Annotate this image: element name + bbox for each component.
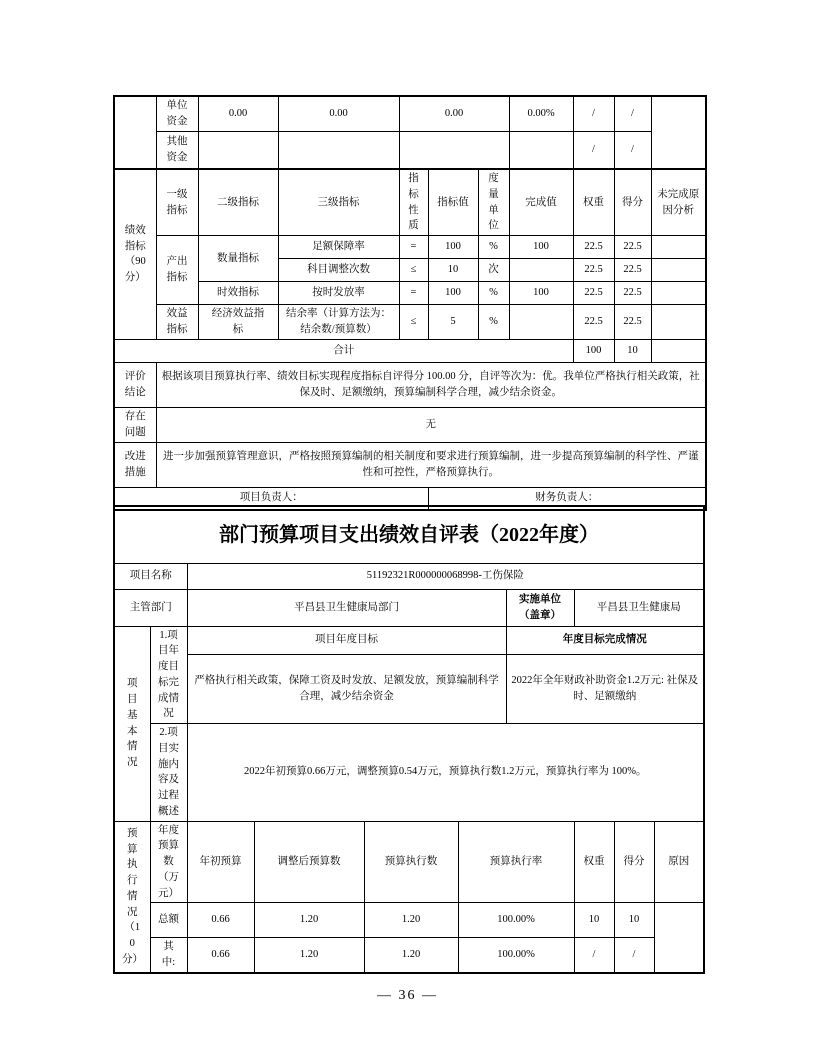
title-row xyxy=(114,506,704,563)
indicator-completion xyxy=(509,305,573,340)
indicator-score: 22.5 xyxy=(614,236,651,259)
budget-breakdown-initial: 0.66 xyxy=(187,938,254,973)
annual-goal-section-label: 1.项目年度目标完成情况 xyxy=(150,626,187,724)
total-row xyxy=(114,339,706,362)
other-funds-score: / xyxy=(614,131,651,169)
header-score: 得分 xyxy=(614,169,651,236)
budget-total-weight: 10 xyxy=(574,903,614,938)
unit-funds-rate: 0.00% xyxy=(509,96,573,131)
header-nature: 指标性质 xyxy=(399,169,428,236)
conclusion-row xyxy=(114,362,706,407)
funding-section-spacer-cell xyxy=(114,96,156,169)
indicator-nature: = xyxy=(399,236,428,259)
indicator-completion: 100 xyxy=(509,236,573,259)
indicator-weight: 22.5 xyxy=(573,259,614,282)
unit-funds-value-3: 0.00 xyxy=(399,96,509,131)
budget-header-row xyxy=(114,821,704,903)
indicator-row xyxy=(114,305,706,340)
indicator-value: 100 xyxy=(428,282,478,305)
header-completion: 完成值 xyxy=(509,169,573,236)
other-funds-row xyxy=(114,131,706,169)
header-value: 指标值 xyxy=(428,169,478,236)
indicator-name: 按时发放率 xyxy=(278,282,399,305)
indicator-name: 足额保障率 xyxy=(278,236,399,259)
budget-breakdown-row xyxy=(114,938,704,973)
finance-signer-label: 财务负责人： xyxy=(428,487,706,510)
adjusted-budget-header: 调整后预算数 xyxy=(254,821,364,903)
project-name-row xyxy=(114,563,704,589)
indicator-row xyxy=(114,282,706,305)
budget-reason-cell xyxy=(654,903,704,973)
unit-funds-value-1: 0.00 xyxy=(198,96,278,131)
other-funds-value-3 xyxy=(399,131,509,169)
total-score: 10 xyxy=(614,339,651,362)
page-number: — 36 — xyxy=(377,988,438,1003)
executed-budget-header: 预算执行数 xyxy=(364,821,458,903)
conclusion-label: 评价结论 xyxy=(114,362,156,407)
budget-group-header: 年度预算数（万元） xyxy=(150,821,187,903)
indicator-value: 100 xyxy=(428,236,478,259)
budget-breakdown-adjusted: 1.20 xyxy=(254,938,364,973)
total-label: 合计 xyxy=(114,339,573,362)
budget-total-initial: 0.66 xyxy=(187,903,254,938)
budget-breakdown-score: / xyxy=(614,938,654,973)
budget-total-score: 10 xyxy=(614,903,654,938)
indicator-nature: = xyxy=(399,282,428,305)
indicator-header-row xyxy=(114,169,706,236)
indicator-nature: ≤ xyxy=(399,259,428,282)
indicator-name: 结余率（计算方法为：结余数/预算数） xyxy=(278,305,399,340)
other-funds-weight: / xyxy=(573,131,614,169)
project-name-label: 项目名称 xyxy=(114,563,187,589)
unit-funds-value-2: 0.00 xyxy=(278,96,399,131)
indicator-completion: 100 xyxy=(509,282,573,305)
budget-total-executed: 1.20 xyxy=(364,903,458,938)
other-funds-value-2 xyxy=(278,131,399,169)
problems-row xyxy=(114,407,706,442)
budget-total-rate: 100.00% xyxy=(458,903,574,938)
header-weight: 权重 xyxy=(573,169,614,236)
annual-goal-header-row xyxy=(114,626,704,654)
problems-text: 无 xyxy=(156,407,706,442)
budget-total-label: 总额 xyxy=(150,903,187,938)
indicator-unit: 次 xyxy=(478,259,509,282)
benefit-indicator-label: 效益指标 xyxy=(156,305,198,340)
header-reason: 未完成原因分析 xyxy=(651,169,706,236)
problems-label: 存在问题 xyxy=(114,407,156,442)
header-level3: 三级指标 xyxy=(278,169,399,236)
department-row xyxy=(114,589,704,626)
department-label: 主管部门 xyxy=(114,589,187,626)
indicator-reason xyxy=(651,305,706,340)
improvements-row xyxy=(114,442,706,487)
other-funds-value-1 xyxy=(198,131,278,169)
performance-section-label: 绩效指标（90分） xyxy=(114,169,156,339)
economic-benefit-label: 经济效益指标 xyxy=(198,305,278,340)
unit-funds-label: 单位资金 xyxy=(156,96,198,131)
indicator-value: 10 xyxy=(428,259,478,282)
performance-indicator-table xyxy=(113,95,707,511)
budget-total-adjusted: 1.20 xyxy=(254,903,364,938)
improvements-text: 进一步加强预算管理意识，严格按照预算编制的相关制度和要求进行预算编制，进一步提高预算编制的科学性、严谨性和可控性，严格预算执行。 xyxy=(156,442,706,487)
header-unit: 度量单位 xyxy=(478,169,509,236)
unit-funds-score: / xyxy=(614,96,651,131)
header-level1: 一级指标 xyxy=(156,169,198,236)
other-funds-rate xyxy=(509,131,573,169)
goal-completion-text: 2022年全年财政补助资金1.2万元: 社保及时、足额缴纳 xyxy=(506,654,704,723)
other-funds-label: 其他资金 xyxy=(156,131,198,169)
indicator-value: 5 xyxy=(428,305,478,340)
conclusion-text: 根据该项目预算执行率、绩效目标实现程度指标自评得分 100.00 分，自评等次为：优。我单位严格执行相关政策，社保及时、足额缴纳，预算编制科学合理，减少结余资金。 xyxy=(156,362,706,407)
basic-info-label: 项目基本情况 xyxy=(114,626,150,821)
indicator-weight: 22.5 xyxy=(573,236,614,259)
project-name-value: 51192321R000000068998-工伤保险 xyxy=(187,563,704,589)
budget-section-label: 预算执行情况（10分） xyxy=(114,821,150,973)
indicator-weight: 22.5 xyxy=(573,305,614,340)
execution-rate-header: 预算执行率 xyxy=(458,821,574,903)
indicator-unit: % xyxy=(478,236,509,259)
indicator-unit: % xyxy=(478,282,509,305)
self-evaluation-table xyxy=(113,505,705,974)
total-reason xyxy=(651,339,706,362)
budget-breakdown-executed: 1.20 xyxy=(364,938,458,973)
department-value: 平昌县卫生健康局部门 xyxy=(187,589,506,626)
indicator-weight: 22.5 xyxy=(573,282,614,305)
total-weight: 100 xyxy=(573,339,614,362)
indicator-reason xyxy=(651,259,706,282)
budget-score-header: 得分 xyxy=(614,821,654,903)
budget-breakdown-weight: / xyxy=(574,938,614,973)
budget-breakdown-label: 其中: xyxy=(150,938,187,973)
initial-budget-header: 年初预算 xyxy=(187,821,254,903)
funding-reason-cell xyxy=(651,96,706,169)
indicator-score: 22.5 xyxy=(614,259,651,282)
implementation-row xyxy=(114,724,704,822)
budget-weight-header: 权重 xyxy=(574,821,614,903)
indicator-score: 22.5 xyxy=(614,305,651,340)
implementation-text: 2022年初预算0.66万元，调整预算0.54万元，预算执行数1.2万元，预算执行率为 100%。 xyxy=(187,724,704,822)
budget-total-row xyxy=(114,903,704,938)
implementation-section-label: 2.项目实施内容及过程概述 xyxy=(150,724,187,822)
unit-funds-weight: / xyxy=(573,96,614,131)
indicator-reason xyxy=(651,236,706,259)
output-indicator-label: 产出指标 xyxy=(156,236,198,305)
table-title: 部门预算项目支出绩效自评表（2022年度） xyxy=(114,506,704,563)
indicator-row xyxy=(114,236,706,259)
annual-goal-content-row xyxy=(114,654,704,723)
indicator-reason xyxy=(651,282,706,305)
unit-funds-row xyxy=(114,96,706,131)
indicator-unit: % xyxy=(478,305,509,340)
annual-goal-header: 项目年度目标 xyxy=(187,626,506,654)
budget-reason-header: 原因 xyxy=(654,821,704,903)
goal-completion-header: 年度目标完成情况 xyxy=(506,626,704,654)
header-level2: 二级指标 xyxy=(198,169,278,236)
indicator-name: 科目调整次数 xyxy=(278,259,399,282)
indicator-score: 22.5 xyxy=(614,282,651,305)
implementing-unit-value: 平昌县卫生健康局 xyxy=(574,589,704,626)
annual-goal-text: 严格执行相关政策，保障工资及时发放、足额发放，预算编制科学合理，减少结余资金 xyxy=(187,654,506,723)
indicator-completion xyxy=(509,259,573,282)
indicator-nature: ≤ xyxy=(399,305,428,340)
project-signer-label: 项目负责人： xyxy=(114,487,428,510)
budget-breakdown-rate: 100.00% xyxy=(458,938,574,973)
quantity-indicator-label: 数量指标 xyxy=(198,236,278,282)
improvements-label: 改进措施 xyxy=(114,442,156,487)
timeliness-indicator-label: 时效指标 xyxy=(198,282,278,305)
implementing-unit-label: 实施单位（盖章） xyxy=(506,589,574,626)
